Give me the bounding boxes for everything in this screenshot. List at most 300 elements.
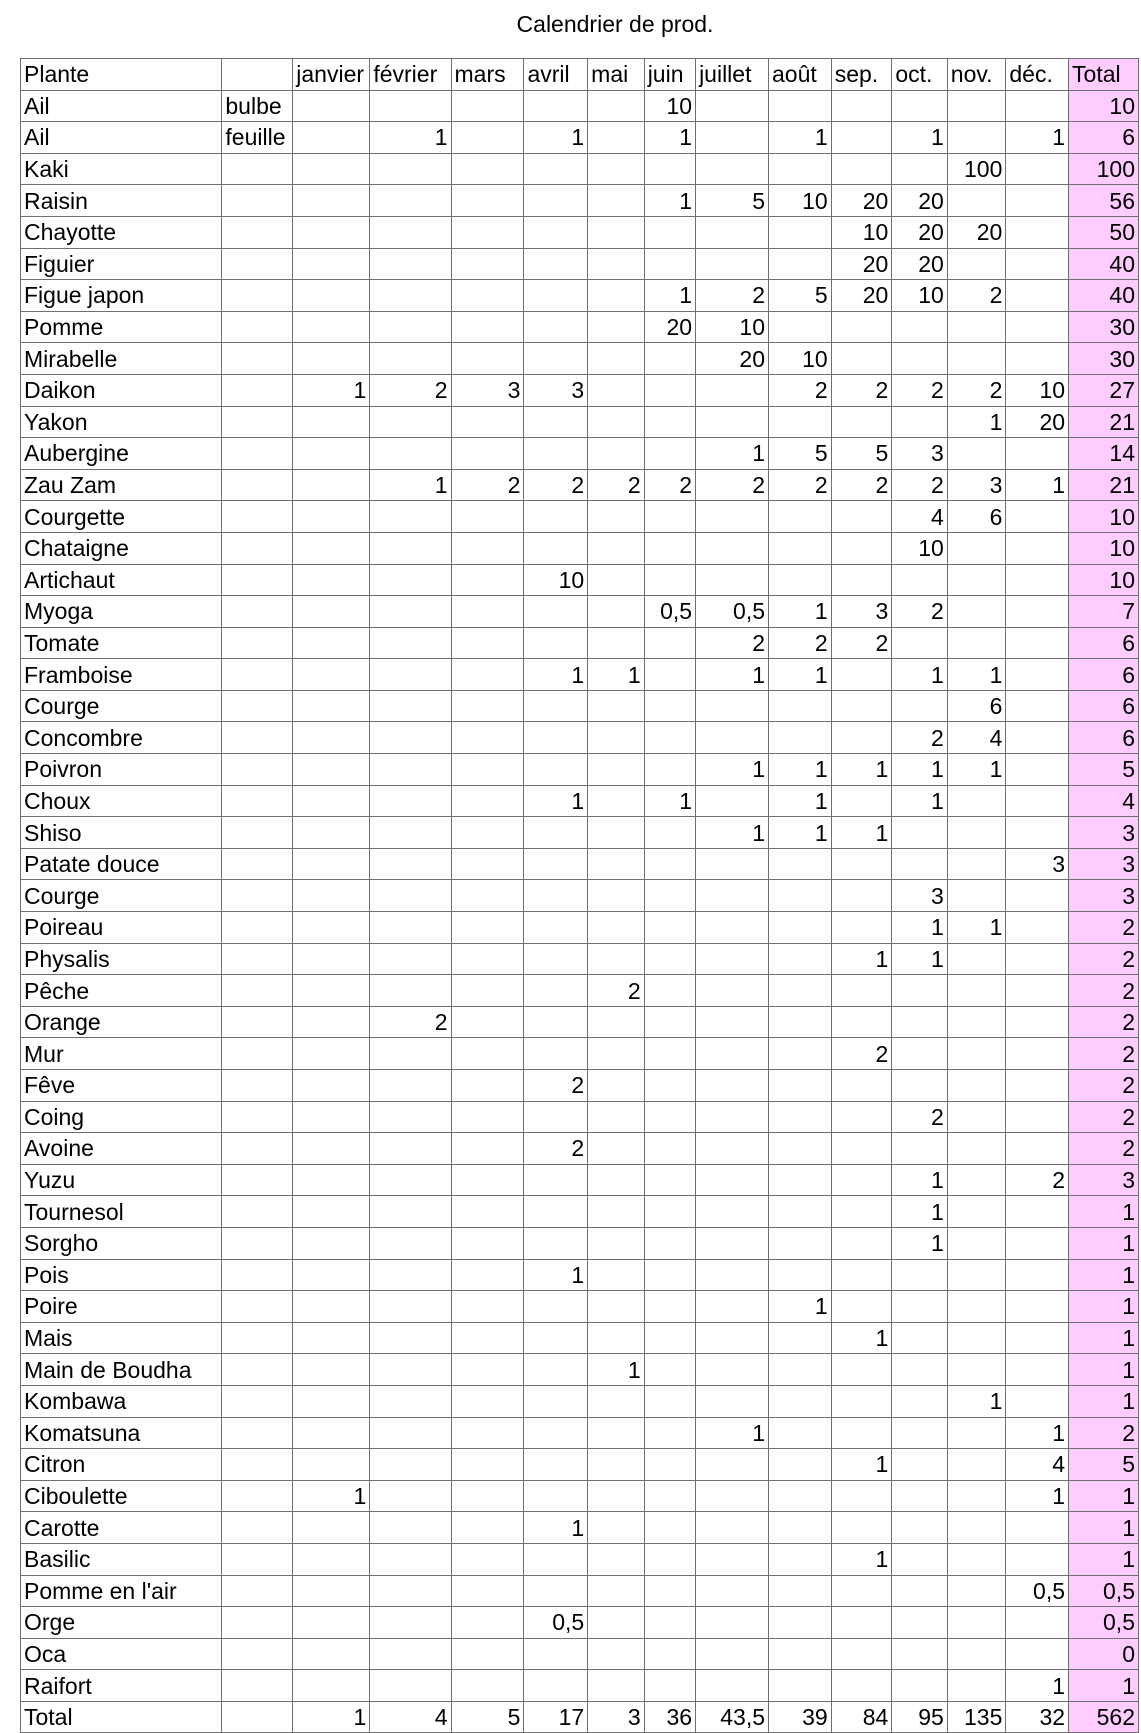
month-cell: [831, 122, 892, 154]
total-cell: 2: [1069, 1038, 1139, 1070]
month-cell: [370, 785, 451, 817]
month-cell: [644, 943, 695, 975]
table-row: [21, 90, 1139, 122]
month-cell: [696, 1385, 769, 1417]
month-cell: [293, 153, 370, 185]
month-cell: [451, 1607, 524, 1639]
month-cell: [947, 1227, 1006, 1259]
month-cell: [588, 1670, 645, 1702]
month-cell: [947, 1164, 1006, 1196]
month-cell: [370, 1259, 451, 1291]
table-row: [21, 848, 1139, 880]
month-cell: [370, 153, 451, 185]
month-cell: [524, 1449, 588, 1481]
month-cell: 1: [769, 1291, 832, 1323]
plant-name-cell: Komatsuna: [21, 1417, 222, 1449]
total-cell: 40: [1069, 280, 1139, 312]
month-cell: [769, 1670, 832, 1702]
month-cell: [451, 1449, 524, 1481]
month-cell: [947, 1133, 1006, 1165]
plant-part-cell: [222, 1543, 293, 1575]
month-cell: [831, 785, 892, 817]
month-cell: 95: [892, 1701, 947, 1733]
month-cell: [769, 722, 832, 754]
month-cell: [831, 1227, 892, 1259]
month-cell: [370, 912, 451, 944]
month-cell: [524, 280, 588, 312]
month-cell: [696, 1512, 769, 1544]
month-cell: [644, 659, 695, 691]
total-cell: 50: [1069, 216, 1139, 248]
plant-name-cell: Ciboulette: [21, 1480, 222, 1512]
month-cell: 1: [524, 122, 588, 154]
month-cell: 0,5: [524, 1607, 588, 1639]
table-row: [21, 280, 1139, 312]
month-cell: 1: [769, 817, 832, 849]
month-cell: [293, 1638, 370, 1670]
month-cell: 1: [947, 754, 1006, 786]
plant-part-cell: [222, 1196, 293, 1228]
month-cell: [831, 532, 892, 564]
month-cell: [588, 501, 645, 533]
month-cell: [892, 1670, 947, 1702]
month-cell: [831, 1354, 892, 1386]
month-cell: 2: [696, 469, 769, 501]
total-cell: 2: [1069, 912, 1139, 944]
month-cell: [588, 722, 645, 754]
month-cell: [947, 943, 1006, 975]
month-cell: 10: [831, 216, 892, 248]
month-cell: [370, 1196, 451, 1228]
month-cell: [588, 1322, 645, 1354]
total-cell: 3: [1069, 817, 1139, 849]
month-cell: [524, 754, 588, 786]
plant-name-cell: Courge: [21, 880, 222, 912]
month-cell: 1: [892, 785, 947, 817]
month-cell: [524, 532, 588, 564]
month-cell: [588, 532, 645, 564]
month-cell: [451, 1133, 524, 1165]
plant-part-cell: [222, 216, 293, 248]
month-cell: 1: [769, 659, 832, 691]
month-cell: [947, 122, 1006, 154]
month-cell: [1006, 975, 1069, 1007]
plant-part-cell: [222, 1701, 293, 1733]
total-cell: 2: [1069, 1101, 1139, 1133]
plant-name-cell: Raifort: [21, 1670, 222, 1702]
month-cell: [831, 1417, 892, 1449]
month-cell: oct.: [892, 59, 947, 91]
month-cell: [370, 90, 451, 122]
month-cell: 2: [769, 627, 832, 659]
table-row: [21, 469, 1139, 501]
month-cell: 1: [644, 122, 695, 154]
plant-part-cell: [222, 185, 293, 217]
month-cell: [696, 912, 769, 944]
month-cell: [370, 1291, 451, 1323]
month-cell: [696, 1227, 769, 1259]
month-cell: [696, 153, 769, 185]
month-cell: 0,5: [1006, 1575, 1069, 1607]
month-cell: [588, 311, 645, 343]
month-cell: [947, 1449, 1006, 1481]
month-cell: [588, 1196, 645, 1228]
month-cell: 2: [769, 469, 832, 501]
plant-part-cell: [222, 1417, 293, 1449]
month-cell: [947, 1070, 1006, 1102]
month-cell: 2: [370, 374, 451, 406]
month-cell: [451, 1070, 524, 1102]
month-cell: [451, 1670, 524, 1702]
month-cell: [892, 1259, 947, 1291]
month-cell: 2: [892, 722, 947, 754]
total-cell: 10: [1069, 532, 1139, 564]
month-cell: 1: [892, 122, 947, 154]
month-cell: [451, 501, 524, 533]
month-cell: [293, 1133, 370, 1165]
month-cell: 2: [769, 374, 832, 406]
month-cell: [370, 1449, 451, 1481]
month-cell: 1: [1006, 469, 1069, 501]
month-cell: [524, 627, 588, 659]
month-cell: [1006, 1354, 1069, 1386]
month-cell: [644, 1417, 695, 1449]
month-cell: [293, 1322, 370, 1354]
plant-name-cell: Kaki: [21, 153, 222, 185]
table-row: [21, 1006, 1139, 1038]
month-cell: 1: [831, 817, 892, 849]
month-cell: [696, 501, 769, 533]
month-cell: [892, 311, 947, 343]
total-cell: 0,5: [1069, 1607, 1139, 1639]
month-cell: [1006, 817, 1069, 849]
plant-name-cell: Myoga: [21, 596, 222, 628]
total-cell: 10: [1069, 90, 1139, 122]
month-cell: [644, 438, 695, 470]
month-cell: [947, 90, 1006, 122]
month-cell: [524, 848, 588, 880]
plant-part-cell: [222, 311, 293, 343]
month-cell: 1: [892, 943, 947, 975]
total-cell: 2: [1069, 1070, 1139, 1102]
month-cell: [370, 343, 451, 375]
month-cell: [293, 343, 370, 375]
month-cell: [1006, 754, 1069, 786]
month-cell: [451, 311, 524, 343]
plant-name-cell: Physalis: [21, 943, 222, 975]
month-cell: [947, 975, 1006, 1007]
month-cell: [696, 943, 769, 975]
table-row: [21, 785, 1139, 817]
month-cell: [892, 1575, 947, 1607]
table-row: [21, 722, 1139, 754]
month-cell: [370, 1164, 451, 1196]
month-cell: 2: [947, 280, 1006, 312]
plant-name-cell: Fêve: [21, 1070, 222, 1102]
month-cell: [293, 1512, 370, 1544]
month-cell: [293, 785, 370, 817]
table-row: [21, 1291, 1139, 1323]
month-cell: [293, 185, 370, 217]
month-cell: [588, 1006, 645, 1038]
plant-name-cell: Choux: [21, 785, 222, 817]
month-cell: [892, 1038, 947, 1070]
month-cell: [1006, 880, 1069, 912]
month-cell: [831, 1006, 892, 1038]
total-cell: 1: [1069, 1543, 1139, 1575]
total-cell: 1: [1069, 1385, 1139, 1417]
table-row: [21, 501, 1139, 533]
month-cell: [524, 438, 588, 470]
month-cell: 20: [1006, 406, 1069, 438]
month-cell: 1: [947, 406, 1006, 438]
month-cell: [588, 912, 645, 944]
total-cell: 1: [1069, 1291, 1139, 1323]
month-cell: 1: [769, 596, 832, 628]
month-cell: 3: [892, 438, 947, 470]
month-cell: [370, 1670, 451, 1702]
month-cell: [370, 438, 451, 470]
month-cell: [588, 1638, 645, 1670]
month-cell: [370, 1322, 451, 1354]
month-cell: [892, 406, 947, 438]
plant-part-cell: [222, 438, 293, 470]
month-cell: [947, 1512, 1006, 1544]
plant-part-cell: [222, 469, 293, 501]
month-cell: [588, 343, 645, 375]
month-cell: [293, 532, 370, 564]
month-cell: [370, 1638, 451, 1670]
month-cell: [588, 216, 645, 248]
month-cell: [451, 817, 524, 849]
plant-name-cell: Poireau: [21, 912, 222, 944]
month-cell: [370, 564, 451, 596]
month-cell: [831, 1291, 892, 1323]
month-cell: [370, 185, 451, 217]
plant-part-cell: [222, 627, 293, 659]
table-row: [21, 1670, 1139, 1702]
month-cell: [644, 406, 695, 438]
month-cell: [524, 1164, 588, 1196]
month-cell: 5: [831, 438, 892, 470]
plant-part-cell: [222, 1038, 293, 1070]
plant-name-cell: Sorgho: [21, 1227, 222, 1259]
month-cell: [769, 1038, 832, 1070]
month-cell: [370, 501, 451, 533]
month-cell: [370, 1101, 451, 1133]
month-cell: [696, 1164, 769, 1196]
month-cell: [1006, 564, 1069, 596]
month-cell: 10: [892, 532, 947, 564]
month-cell: [769, 1101, 832, 1133]
month-cell: 10: [769, 343, 832, 375]
month-cell: [451, 438, 524, 470]
month-cell: [451, 280, 524, 312]
month-cell: [769, 1164, 832, 1196]
month-cell: [947, 1607, 1006, 1639]
total-cell: 3: [1069, 1164, 1139, 1196]
month-cell: [644, 1101, 695, 1133]
plant-part-cell: [222, 153, 293, 185]
month-cell: [831, 1512, 892, 1544]
month-cell: [451, 122, 524, 154]
month-cell: [451, 1164, 524, 1196]
plant-part-cell: [222, 1259, 293, 1291]
month-cell: [451, 1417, 524, 1449]
month-cell: [293, 438, 370, 470]
plant-part-cell: [222, 1512, 293, 1544]
month-cell: [293, 659, 370, 691]
plant-name-cell: Orge: [21, 1607, 222, 1639]
month-cell: [1006, 722, 1069, 754]
month-cell: [947, 1638, 1006, 1670]
month-cell: [293, 722, 370, 754]
month-cell: [588, 785, 645, 817]
plant-part-cell: [222, 943, 293, 975]
table-row: [21, 1038, 1139, 1070]
plant-part-cell: [222, 343, 293, 375]
month-cell: [892, 1291, 947, 1323]
total-cell: 0: [1069, 1638, 1139, 1670]
month-cell: [588, 1133, 645, 1165]
month-cell: 1: [947, 659, 1006, 691]
plant-name-cell: Avoine: [21, 1133, 222, 1165]
month-cell: [696, 1322, 769, 1354]
month-cell: [892, 90, 947, 122]
month-cell: [370, 659, 451, 691]
plant-part-cell: [222, 596, 293, 628]
month-cell: [524, 90, 588, 122]
month-cell: [524, 1006, 588, 1038]
month-cell: [293, 912, 370, 944]
month-cell: [769, 1354, 832, 1386]
month-cell: [293, 248, 370, 280]
month-cell: [696, 975, 769, 1007]
month-cell: [1006, 1006, 1069, 1038]
month-cell: [588, 1385, 645, 1417]
month-cell: [947, 1038, 1006, 1070]
month-cell: [769, 975, 832, 1007]
month-cell: [293, 122, 370, 154]
total-cell: 2: [1069, 1006, 1139, 1038]
month-cell: [524, 1543, 588, 1575]
plant-name-cell: Concombre: [21, 722, 222, 754]
month-cell: 3: [831, 596, 892, 628]
month-cell: [769, 943, 832, 975]
month-cell: [1006, 90, 1069, 122]
month-cell: [1006, 248, 1069, 280]
plant-part-cell: [222, 1638, 293, 1670]
month-cell: [947, 1354, 1006, 1386]
month-cell: [1006, 343, 1069, 375]
month-cell: [769, 532, 832, 564]
total-cell: 6: [1069, 627, 1139, 659]
month-cell: [524, 975, 588, 1007]
month-cell: [451, 596, 524, 628]
month-cell: 1: [892, 1196, 947, 1228]
month-cell: [588, 1101, 645, 1133]
month-cell: 1: [644, 280, 695, 312]
plant-part-cell: [222, 690, 293, 722]
plant-name-cell: Orange: [21, 1006, 222, 1038]
month-cell: [451, 343, 524, 375]
month-cell: [831, 1385, 892, 1417]
month-cell: 3: [1006, 848, 1069, 880]
month-cell: 20: [892, 216, 947, 248]
month-cell: [1006, 1101, 1069, 1133]
month-cell: [644, 153, 695, 185]
plant-part-cell: [222, 817, 293, 849]
month-cell: [1006, 1607, 1069, 1639]
month-cell: 1: [370, 122, 451, 154]
month-cell: [831, 564, 892, 596]
plant-part-cell: [222, 1227, 293, 1259]
month-cell: [1006, 280, 1069, 312]
month-cell: [769, 501, 832, 533]
month-cell: [588, 1417, 645, 1449]
plant-name-cell: Ail: [21, 122, 222, 154]
month-cell: [524, 343, 588, 375]
month-cell: [293, 1070, 370, 1102]
month-cell: [831, 1070, 892, 1102]
month-cell: [769, 1575, 832, 1607]
month-cell: [892, 1512, 947, 1544]
month-cell: 1: [293, 1701, 370, 1733]
month-cell: [293, 690, 370, 722]
month-cell: [1006, 216, 1069, 248]
month-cell: [644, 975, 695, 1007]
month-cell: [1006, 912, 1069, 944]
month-cell: [947, 1196, 1006, 1228]
month-cell: [769, 216, 832, 248]
total-cell: 6: [1069, 659, 1139, 691]
month-cell: [892, 1417, 947, 1449]
month-cell: 20: [696, 343, 769, 375]
plant-part-cell: [222, 1101, 293, 1133]
month-cell: [644, 1133, 695, 1165]
plant-part-cell: [222, 1070, 293, 1102]
month-cell: 6: [947, 501, 1006, 533]
total-cell: 5: [1069, 754, 1139, 786]
table-row: [21, 975, 1139, 1007]
month-cell: [293, 1164, 370, 1196]
month-cell: 4: [892, 501, 947, 533]
month-cell: [293, 1354, 370, 1386]
month-cell: [769, 311, 832, 343]
month-cell: [1006, 1196, 1069, 1228]
month-cell: [451, 880, 524, 912]
month-cell: [696, 1006, 769, 1038]
month-cell: [696, 564, 769, 596]
month-cell: [293, 1006, 370, 1038]
month-cell: [769, 1196, 832, 1228]
month-cell: [831, 690, 892, 722]
plant-name-cell: Aubergine: [21, 438, 222, 470]
month-cell: [947, 248, 1006, 280]
month-cell: 1: [892, 1227, 947, 1259]
month-cell: [293, 848, 370, 880]
total-row: [21, 1701, 1139, 1733]
month-cell: [370, 690, 451, 722]
month-cell: [696, 1354, 769, 1386]
month-cell: sep.: [831, 59, 892, 91]
month-cell: [370, 1607, 451, 1639]
table-row: [21, 438, 1139, 470]
month-cell: [293, 501, 370, 533]
month-cell: [644, 1449, 695, 1481]
month-cell: [588, 248, 645, 280]
month-cell: 1: [769, 122, 832, 154]
